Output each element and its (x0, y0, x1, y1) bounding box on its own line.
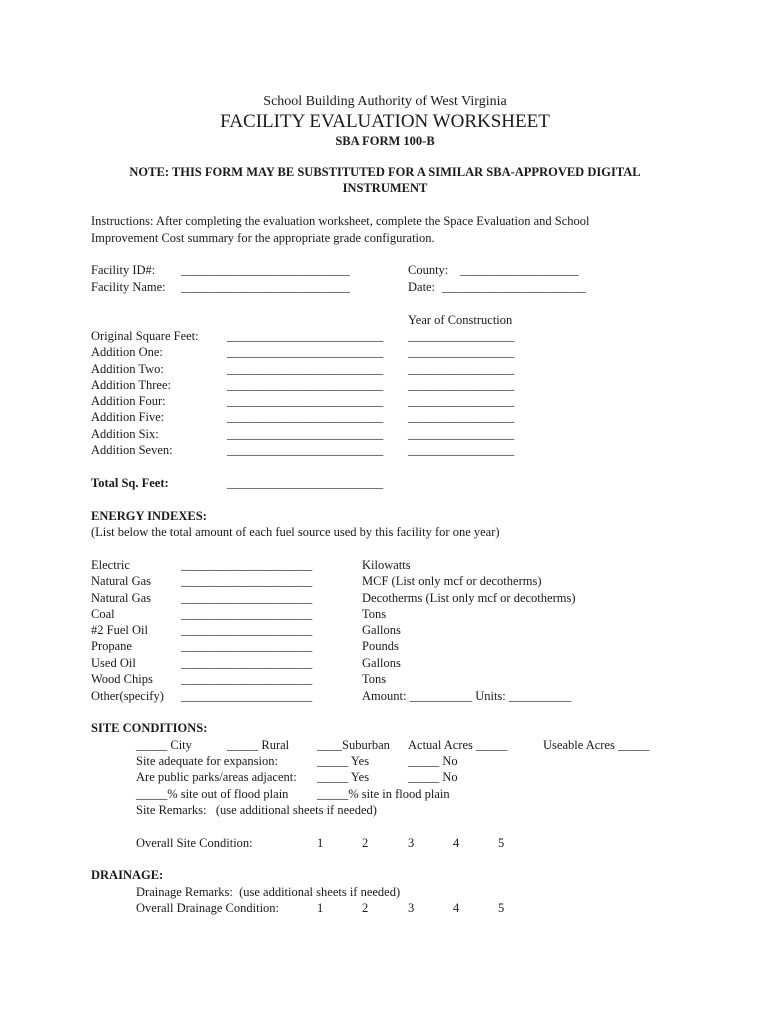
fuel-amount-field[interactable]: _____________________ (181, 672, 313, 686)
facility-id-field[interactable]: ___________________________ (181, 263, 350, 277)
fuel-amount-field[interactable]: _____________________ (181, 639, 313, 653)
site-rating-2[interactable]: 2 (362, 836, 369, 850)
fuel-amount-field[interactable]: _____________________ (181, 574, 313, 588)
fuel-label: Wood Chips (91, 672, 153, 686)
year-field[interactable]: _________________ (408, 427, 515, 441)
instructions-line-1: Instructions: After completing the evaluation worksheet, complete the Space Evaluation and School (91, 214, 590, 228)
overall-site-condition-label: Overall Site Condition: (136, 836, 253, 850)
sqft-field[interactable]: _________________________ (227, 329, 384, 343)
fuel-label: Electric (91, 558, 130, 572)
drainage-rating-3[interactable]: 3 (408, 901, 415, 915)
date-label: Date: (408, 280, 436, 294)
year-field[interactable]: _________________ (408, 329, 515, 343)
expansion-no-option[interactable]: _____ No (408, 754, 458, 768)
year-field[interactable]: _________________ (408, 378, 515, 392)
fuel-label: Propane (91, 639, 132, 653)
energy-subheading: (List below the total amount of each fuel source used by this facility for one year) (91, 525, 500, 539)
fuel-unit: Tons (362, 607, 387, 621)
fuel-amount-field[interactable]: _____________________ (181, 591, 313, 605)
sqft-row-label: Addition Two: (91, 362, 164, 376)
parks-yes-option[interactable]: _____ Yes (317, 770, 370, 784)
drainage-rating-1[interactable]: 1 (317, 901, 324, 915)
fuel-unit[interactable]: Amount: __________ Units: __________ (362, 689, 572, 703)
energy-heading: ENERGY INDEXES: (91, 509, 207, 523)
facility-name-label: Facility Name: (91, 280, 166, 294)
fuel-amount-field[interactable]: _____________________ (181, 607, 313, 621)
overall-drainage-condition-label: Overall Drainage Condition: (136, 901, 280, 915)
fuel-label: Coal (91, 607, 115, 621)
year-field[interactable]: _________________ (408, 362, 515, 376)
sqft-row-label: Addition Five: (91, 410, 165, 424)
sqft-row-label: Original Square Feet: (91, 329, 199, 343)
sqft-row-label: Addition Three: (91, 378, 171, 392)
total-sqft-label: Total Sq. Feet: (91, 476, 169, 490)
year-of-construction-header: Year of Construction (408, 313, 513, 327)
sqft-field[interactable]: _________________________ (227, 410, 384, 424)
expansion-yes-option[interactable]: _____ Yes (317, 754, 370, 768)
fuel-amount-field[interactable]: _____________________ (181, 656, 313, 670)
in-flood-plain-field[interactable]: _____% site in flood plain (317, 787, 450, 801)
fuel-unit: Kilowatts (362, 558, 411, 572)
fuel-label: Natural Gas (91, 574, 152, 588)
parks-no-option[interactable]: _____ No (408, 770, 458, 784)
sqft-row-label: Addition Six: (91, 427, 159, 441)
fuel-label: Used Oil (91, 656, 136, 670)
fuel-amount-field[interactable]: _____________________ (181, 689, 313, 703)
fuel-label: #2 Fuel Oil (91, 623, 148, 637)
fuel-unit: Gallons (362, 656, 401, 670)
total-sqft-field[interactable]: _________________________ (227, 476, 384, 490)
fuel-amount-field[interactable]: _____________________ (181, 558, 313, 572)
fuel-unit: MCF (List only mcf or decotherms) (362, 574, 542, 588)
year-field[interactable]: _________________ (408, 443, 515, 457)
fuel-unit: Tons (362, 672, 387, 686)
fuel-label: Natural Gas (91, 591, 152, 605)
site-heading: SITE CONDITIONS: (91, 721, 208, 735)
authority-name: School Building Authority of West Virginia (263, 94, 507, 109)
site-rating-3[interactable]: 3 (408, 836, 415, 850)
sqft-row-label: Addition One: (91, 345, 163, 359)
note-line-1: NOTE: THIS FORM MAY BE SUBSTITUTED FOR A SIMILAR SBA-APPROVED DIGITAL (129, 165, 641, 179)
sqft-field[interactable]: _________________________ (227, 362, 384, 376)
drainage-heading: DRAINAGE: (91, 868, 164, 882)
useable-acres-field[interactable]: Useable Acres _____ (543, 738, 650, 752)
out-flood-plain-field[interactable]: _____% site out of flood plain (136, 787, 289, 801)
site-rating-1[interactable]: 1 (317, 836, 324, 850)
site-city-option[interactable]: _____ City (136, 738, 192, 752)
sqft-field[interactable]: _________________________ (227, 378, 384, 392)
facility-name-field[interactable]: ___________________________ (181, 280, 350, 294)
year-field[interactable]: _________________ (408, 394, 515, 408)
sqft-field[interactable]: _________________________ (227, 345, 384, 359)
site-suburban-option[interactable]: ____Suburban (317, 738, 390, 752)
instructions-line-2: Improvement Cost summary for the appropriate grade configuration. (91, 231, 435, 245)
sqft-row-label: Addition Four: (91, 394, 166, 408)
site-rural-option[interactable]: _____ Rural (227, 738, 290, 752)
note-line-2: INSTRUMENT (342, 181, 428, 195)
fuel-unit: Gallons (362, 623, 401, 637)
drainage-remarks-label: Drainage Remarks: (use additional sheets if needed) (136, 885, 401, 899)
fuel-unit: Decotherms (List only mcf or decotherms) (362, 591, 576, 605)
fuel-unit: Pounds (362, 639, 399, 653)
county-field[interactable]: ___________________ (460, 263, 579, 277)
sqft-row-label: Addition Seven: (91, 443, 173, 457)
form-number: SBA FORM 100-B (335, 134, 435, 148)
sqft-field[interactable]: _________________________ (227, 443, 384, 457)
fuel-label: Other(specify) (91, 689, 164, 703)
drainage-rating-2[interactable]: 2 (362, 901, 369, 915)
site-rating-5[interactable]: 5 (498, 836, 505, 850)
fuel-amount-field[interactable]: _____________________ (181, 623, 313, 637)
county-label: County: (408, 263, 449, 277)
form-title: FACILITY EVALUATION WORKSHEET (220, 111, 550, 132)
facility-id-label: Facility ID#: (91, 263, 156, 277)
year-field[interactable]: _________________ (408, 410, 515, 424)
site-remarks-label: Site Remarks: (use additional sheets if needed) (136, 803, 377, 817)
expansion-label: Site adequate for expansion: (136, 754, 278, 768)
parks-label: Are public parks/areas adjacent: (136, 770, 297, 784)
year-field[interactable]: _________________ (408, 345, 515, 359)
sqft-field[interactable]: _________________________ (227, 427, 384, 441)
date-field[interactable]: _______________________ (442, 280, 586, 294)
sqft-field[interactable]: _________________________ (227, 394, 384, 408)
drainage-rating-5[interactable]: 5 (498, 901, 505, 915)
site-rating-4[interactable]: 4 (453, 836, 460, 850)
drainage-rating-4[interactable]: 4 (453, 901, 460, 915)
actual-acres-field[interactable]: Actual Acres _____ (408, 738, 508, 752)
